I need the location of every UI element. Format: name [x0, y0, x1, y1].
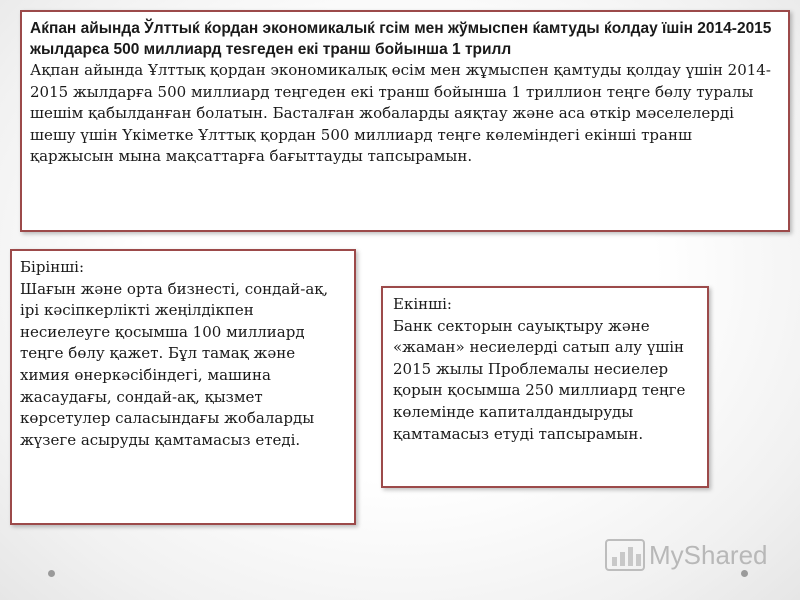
slide-dot-right: [741, 570, 748, 577]
second-heading: Екінші:: [393, 295, 452, 313]
intro-box: [20, 10, 790, 232]
slide-dot-left: [48, 570, 55, 577]
first-heading: Бірінші:: [20, 258, 85, 276]
intro-paragraph: Ақпан айында Ұлттық қордан экономикалық өсім мен жұмыспен қамтуды қолдау үшін 2014-2015 жылдарға 500 миллиард теңгеден екі транш бойынша 1 триллион теңге бөлу туралы шешім қабылданған болатын. Басталған жобаларды аяқтау және аса өткір мәселелерді шешу үшін Үкіметке Ұлттық қордан 500 миллиард теңге көлеміндегі екінші транш қаржысын мына мақсаттарға бағыттауды тапсырамын.: [30, 61, 771, 165]
watermark-logo: [605, 535, 768, 575]
watermark-text: MyShared: [649, 539, 768, 570]
second-body: Банк секторын сауықтыру және «жаман» несиелерді сатып алу үшін 2015 жылы Проблемалы несиелер қорын қосымша 250 миллиард теңге көлемінде капиталдандыруды қамтамасыз етуді тапсырамын.: [393, 316, 686, 443]
intro-title: Аќпан айында Ўлттыќ ќордан экономикалыќ гсім мен жўмыспен ќамтуды ќолдау їшін 2014-2015 жылдарєа 500 миллиард теѕгеден екі транш бойынша 1 трилл: [30, 20, 772, 58]
second-point-box: [381, 286, 709, 488]
first-body: Шағын және орта бизнесті, сондай-ақ, ірі кәсіпкерлікті жеңілдікпен несиелеуге қосымша 100 миллиард теңге бөлу қажет. Бұл тамақ және химия өнеркәсібіндегі, машина жасаудағы, сондай-ақ, қызмет көрсетулер саласындағы жобаларды жүзеге асыруды қамтамасыз етеді.: [20, 279, 329, 449]
presentation-chart-icon: [605, 537, 645, 573]
first-point-box: [10, 249, 356, 525]
